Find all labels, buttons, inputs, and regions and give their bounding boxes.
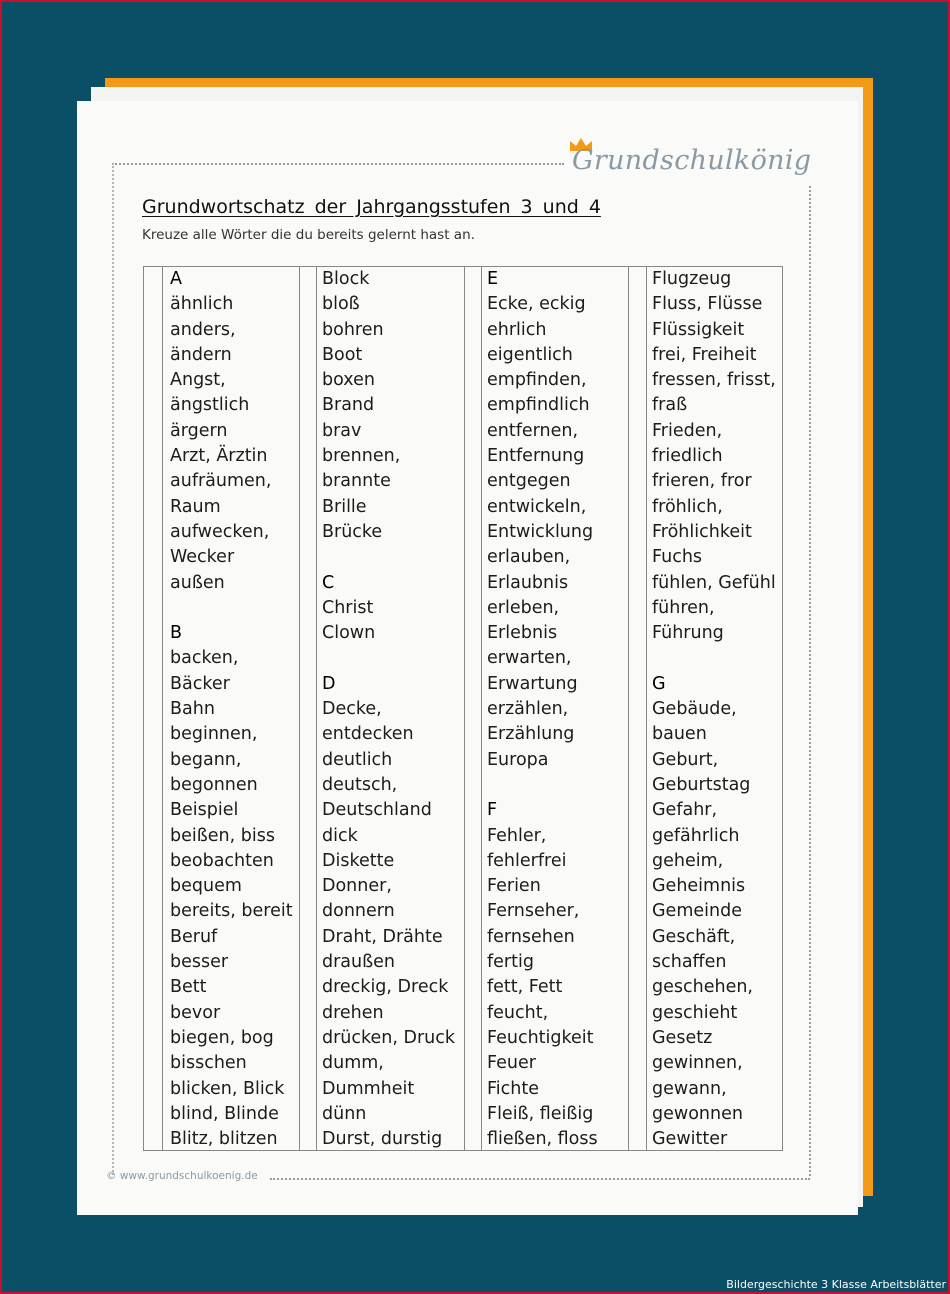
word-item: Flüssigkeit (652, 319, 745, 340)
blank-row (322, 545, 455, 570)
word-item: ängstlich (170, 395, 250, 416)
word-item: gewann, (652, 1078, 727, 1099)
word-item: Blitz, blitzen (170, 1129, 278, 1150)
word-item: beißen, biss (170, 825, 275, 846)
word-item: ehrlich (487, 319, 547, 340)
word-item: drücken, Druck (322, 1027, 456, 1048)
word-item: beobachten (170, 850, 274, 871)
brand-name: Grundschulkönig (572, 145, 812, 176)
word-item: Feuer (487, 1053, 536, 1074)
word-item: beginnen, (170, 724, 258, 745)
word-item: Ferien (487, 876, 541, 897)
word-item: fehlerfrei (487, 850, 567, 871)
letter-heading: G (652, 673, 666, 694)
word-item: Diskette (322, 850, 395, 871)
word-item: entwickeln, (487, 496, 587, 517)
word-item: Fröhlichkeit (652, 521, 752, 542)
word-item: erwarten, (487, 648, 572, 669)
word-item: bevor (170, 1002, 221, 1023)
word-table (143, 266, 783, 1151)
word-item: Boot (322, 344, 363, 365)
letter-heading: F (487, 800, 498, 821)
word-item: Erlebnis (487, 623, 558, 644)
word-item: brav (322, 420, 362, 441)
word-item: feucht, (487, 1002, 549, 1023)
word-item: frei, Freiheit (652, 344, 757, 365)
word-item: donnern (322, 901, 395, 922)
word-item: fröhlich, (652, 496, 723, 517)
word-item: biegen, bog (170, 1027, 274, 1048)
word-item: Gesetz (652, 1027, 713, 1048)
dotted-border-right (809, 186, 811, 1176)
word-item: aufwecken, (170, 521, 270, 542)
word-column-3 (487, 267, 598, 1152)
word-item: bisschen (170, 1053, 247, 1074)
word-item: anders, (170, 319, 236, 340)
word-item: frieren, fror (652, 471, 752, 492)
word-item: besser (170, 952, 229, 973)
word-item: begann, (170, 749, 242, 770)
word-item: Gemeinde (652, 901, 742, 922)
word-item: fertig (487, 952, 534, 973)
word-item: begonnen (170, 774, 258, 795)
word-item: fett, Fett (487, 977, 563, 998)
word-item: entgegen (487, 471, 571, 492)
word-item: Entwicklung (487, 521, 594, 542)
word-column-4 (652, 267, 776, 1152)
word-item: entdecken (322, 724, 414, 745)
word-item: eigentlich (487, 344, 573, 365)
checkbox-column-divider (316, 267, 317, 1150)
blank-row (170, 596, 293, 621)
word-item: Beispiel (170, 800, 239, 821)
word-item: geschieht (652, 1002, 738, 1023)
word-item: ändern (170, 344, 232, 365)
word-item: Clown (322, 623, 376, 644)
word-item: gefährlich (652, 825, 740, 846)
word-item: Frieden, (652, 420, 723, 441)
word-item: empfindlich (487, 395, 590, 416)
word-item: Brille (322, 496, 367, 517)
footer-url: © www.grundschulkoenig.de (106, 1170, 258, 1182)
word-item: draußen (322, 952, 395, 973)
word-item: Erlaubnis (487, 572, 569, 593)
word-item: brannte (322, 471, 391, 492)
word-item: Dummheit (322, 1078, 415, 1099)
column-divider (628, 267, 629, 1150)
word-item: Fuchs (652, 547, 703, 568)
dotted-border-top (112, 163, 564, 165)
word-item: Entfernung (487, 446, 585, 467)
word-item: Brücke (322, 521, 383, 542)
word-item: deutsch, (322, 774, 398, 795)
word-item: blind, Blinde (170, 1103, 279, 1124)
word-item: Führung (652, 623, 724, 644)
letter-heading: D (322, 673, 336, 694)
word-item: Fleiß, fleißig (487, 1103, 594, 1124)
letter-heading: C (322, 572, 335, 593)
word-item: Fichte (487, 1078, 539, 1099)
word-item: gewonnen (652, 1103, 743, 1124)
word-item: bohren (322, 319, 384, 340)
word-item: Decke, (322, 699, 382, 720)
blank-row (487, 773, 598, 798)
column-divider (299, 267, 300, 1150)
word-item: Geburtstag (652, 774, 751, 795)
word-item: Flugzeug (652, 269, 732, 289)
page-title: Grundwortschatz der Jahrgangsstufen 3 und 4 (142, 196, 601, 218)
word-item: dick (322, 825, 358, 846)
word-item: erlauben, (487, 547, 571, 568)
word-column-2 (322, 267, 455, 1152)
word-item: Geschäft, (652, 926, 736, 947)
word-item: Erzählung (487, 724, 575, 745)
word-item: boxen (322, 370, 375, 391)
letter-heading: B (170, 623, 183, 644)
word-item: Erwartung (487, 673, 578, 694)
word-item: bloß (322, 294, 360, 315)
word-item: ärgern (170, 420, 228, 441)
word-item: Geburt, (652, 749, 719, 770)
word-item: Raum (170, 496, 221, 517)
word-item: dumm, (322, 1053, 384, 1074)
word-item: erleben, (487, 597, 560, 618)
dotted-border-bottom (270, 1178, 810, 1180)
image-caption: Bildergeschichte 3 Klasse Arbeitsblätter (726, 1278, 946, 1291)
checkbox-column-divider (481, 267, 482, 1150)
word-item: Fernseher, (487, 901, 580, 922)
word-item: Brand (322, 395, 375, 416)
word-item: backen, (170, 648, 239, 669)
word-item: Bahn (170, 699, 215, 720)
word-item: Arzt, Ärztin (170, 446, 268, 467)
word-item: ähnlich (170, 294, 234, 315)
word-item: Beruf (170, 926, 218, 947)
word-item: Donner, (322, 876, 392, 897)
word-item: blicken, Blick (170, 1078, 285, 1099)
word-item: fernsehen (487, 926, 575, 947)
word-item: friedlich (652, 446, 723, 467)
word-item: bequem (170, 876, 242, 897)
word-item: schaffen (652, 952, 727, 973)
letter-heading: A (170, 269, 182, 289)
column-divider (464, 267, 465, 1150)
word-item: empfinden, (487, 370, 587, 391)
instruction-text: Kreuze alle Wörter die du bereits gelernt hast an. (142, 227, 475, 243)
word-item: Feuchtigkeit (487, 1027, 594, 1048)
dotted-border-left (112, 163, 114, 1175)
word-item: Fluss, Flüsse (652, 294, 763, 315)
word-item: fließen, floss (487, 1129, 598, 1150)
word-item: Draht, Drähte (322, 926, 443, 947)
word-item: Bäcker (170, 673, 230, 694)
word-item: brennen, (322, 446, 401, 467)
word-item: bereits, bereit (170, 901, 293, 922)
blank-row (652, 646, 776, 671)
word-item: außen (170, 572, 225, 593)
word-item: aufräumen, (170, 471, 272, 492)
word-item: fressen, frisst, (652, 370, 776, 391)
word-item: Wecker (170, 547, 235, 568)
blank-row (322, 646, 455, 671)
word-item: Christ (322, 597, 374, 618)
word-item: Gefahr, (652, 800, 718, 821)
word-item: führen, (652, 597, 715, 618)
word-item: drehen (322, 1002, 384, 1023)
word-item: geheim, (652, 850, 724, 871)
checkbox-column-divider (162, 267, 163, 1150)
letter-heading: E (487, 269, 499, 289)
word-item: Geheimnis (652, 876, 746, 897)
word-column-1 (170, 267, 293, 1152)
word-item: gewinnen, (652, 1053, 743, 1074)
checkbox-column-divider (646, 267, 647, 1150)
word-item: Block (322, 269, 370, 289)
word-item: Europa (487, 749, 549, 770)
word-item: Durst, durstig (322, 1129, 443, 1150)
word-item: erzählen, (487, 699, 569, 720)
word-item: geschehen, (652, 977, 753, 998)
word-item: Fehler, (487, 825, 547, 846)
word-item: Deutschland (322, 800, 432, 821)
word-item: fühlen, Gefühl (652, 572, 776, 593)
word-item: dünn (322, 1103, 367, 1124)
word-item: deutlich (322, 749, 393, 770)
word-item: entfernen, (487, 420, 579, 441)
word-item: dreckig, Dreck (322, 977, 449, 998)
word-item: bauen (652, 724, 707, 745)
word-item: fraß (652, 395, 688, 416)
word-item: Ecke, eckig (487, 294, 586, 315)
word-item: Gewitter (652, 1129, 728, 1150)
word-item: Gebäude, (652, 699, 737, 720)
word-item: Bett (170, 977, 207, 998)
word-item: Angst, (170, 370, 226, 391)
